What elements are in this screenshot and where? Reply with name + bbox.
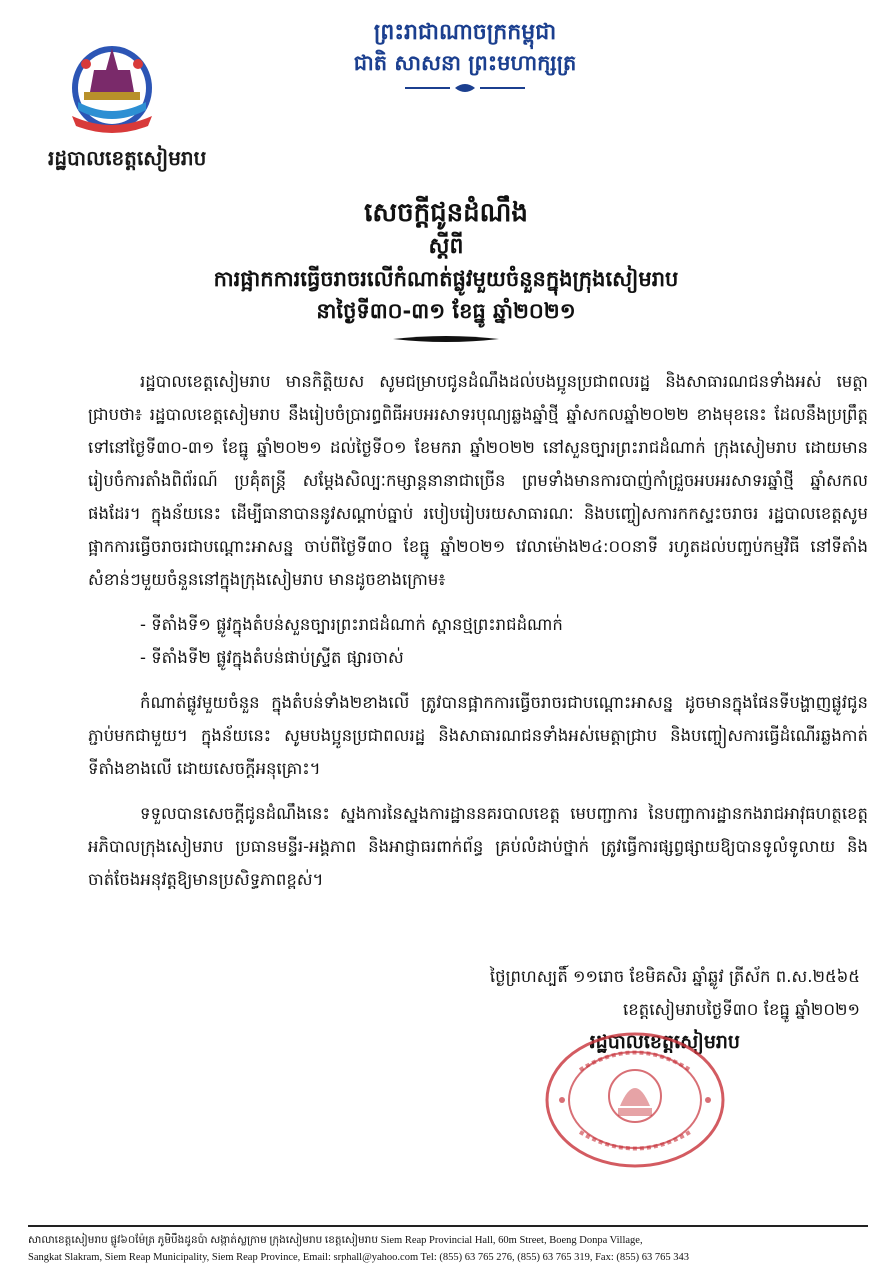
footer-address <box>28 1232 868 1266</box>
lunar-date: ថ្ងៃព្រហស្បតិ៍ ១១រោច ខែមិគសិរ ឆ្នាំឆ្លូវ ត្រីស័ក ព.ស.២៥៦៥ <box>489 967 860 986</box>
kingdom-header <box>300 18 630 96</box>
place-date: ខេត្តសៀមរាបថ្ងៃទី៣០ ខែធ្នូ ឆ្នាំ២០២១ <box>623 1000 860 1019</box>
kingdom-line1: ព្រះរាជាណាចក្រកម្ពុជា <box>373 20 557 45</box>
signing-department: រដ្ឋបាលខេត្តសៀមរាប <box>589 1031 740 1053</box>
logo-caption: រដ្ឋបាលខេត្តសៀមរាប <box>48 146 207 170</box>
notice-subject: ការផ្អាកការធ្វើចរាចរលើកំណាត់ផ្លូវមួយចំនួនក្នុងក្រុងសៀមរាប <box>213 267 679 291</box>
kingdom-line2: ជាតិ សាសនា ព្រះមហាក្សត្រ <box>353 51 577 75</box>
footer-line-1: សាលាខេត្តសៀមរាប ផ្លូវ៦០ម៉ែត្រ ភូមិបឹងដូនប៉ា សង្កាត់ស្លក្រាម ក្រុងសៀមរាប ខេត្តសៀមរាប Siem Reap Provincial Hall, 60m Street, Boeng Donpa Village, <box>28 1235 643 1246</box>
notice-date: នាថ្ងៃទី៣០-៣១ ខែធ្នូ ឆ្នាំ២០២១ <box>316 299 576 323</box>
notice-subject-label: ស្តីពី <box>428 234 464 259</box>
list-item: - ទីតាំងទី២ ផ្លូវក្នុងតំបន់ផាប់ស្ទ្រីត ផ្សារចាស់ <box>140 648 404 667</box>
provincial-emblem-logo <box>62 30 162 140</box>
title-divider-icon <box>391 335 501 343</box>
notice-title: សេចក្តីជូនដំណឹង <box>364 198 528 228</box>
footer-divider <box>28 1225 868 1227</box>
notice-body <box>88 365 868 908</box>
body-paragraph-3: ទទួលបានសេចក្តីជូនដំណឹងនេះ ស្នងការនៃស្នងការដ្ឋាននគរបាលខេត្ត មេបញ្ជាការ នៃបញ្ជាការដ្ឋានកងរាជអាវុធហត្ថខេត្ត អភិបាលក្រុងសៀមរាប ប្រធានមន្ទីរ-អង្គភាព និងអាជ្ញាធរពាក់ព័ន្ធ គ្រប់លំដាប់ថ្នាក់ ត្រូវធ្វើការផ្សព្វផ្សាយឱ្យបានទូលំទូលាយ និងចាត់ចែងអនុវត្តឱ្យមានប្រសិទ្ធភាពខ្ពស់។ <box>88 804 868 889</box>
list-item: - ទីតាំងទី១ ផ្លូវក្នុងតំបន់សួនច្បារព្រះរាជដំណាក់ ស្ពានថ្មព្រះរាជដំណាក់ <box>140 615 563 634</box>
ornament-divider-icon <box>400 80 530 96</box>
notice-title-block <box>120 195 772 343</box>
body-paragraph-1: រដ្ឋបាលខេត្តសៀមរាប មានកិត្តិយស សូមជម្រាបជូនដំណឹងដល់បងប្អូនប្រជាពលរដ្ឋ និងសាធារណជនទាំងអស់ មេត្តាជ្រាបថា៖ រដ្ឋបាលខេត្តសៀមរាប នឹងរៀបចំប្រារព្ធពិធីអបអរសាទរបុណ្យឆ្លងឆ្នាំថ្មី ឆ្នាំសកលឆ្នាំ២០២២ ខាងមុខនេះ ដែលនឹងប្រព្រឹត្តទៅនៅថ្ងៃទី៣០-៣១ ខែធ្នូ ឆ្នាំ២០២១ ដល់ថ្ងៃទី០១ ខែមករា ឆ្នាំ២០២២ នៅសួនច្បារព្រះរាជដំណាក់ ក្រុងសៀមរាប ដោយមានរៀបចំការតាំងពិព័រណ៍ ប្រគុំតន្ត្រី សម្តែងសិល្បៈកម្សាន្តនានាជាច្រើន ព្រមទាំងមានការបាញ់កាំជ្រួចអបអរសាទរឆ្នាំថ្មី ឆ្នាំសកល ផងដែរ។ ក្នុងន័យនេះ ដើម្បីធានាបាននូវសណ្តាប់ធ្នាប់ របៀបរៀបរយសាធារណៈ និងបញ្ចៀសការកកស្ទះចរាចរ រដ្ឋបាលខេត្តសូមផ្អាកការធ្វើចរាចរជាបណ្តោះអាសន្ន ចាប់ពីថ្ងៃទី៣០ ខែធ្នូ ឆ្នាំ២០២១ វេលាម៉ោង២៤:០០នាទី រហូតដល់បញ្ចប់កម្មវិធី នៅទីតាំងសំខាន់ៗមួយចំនួននៅក្នុងក្រុងសៀមរាប មានដូចខាងក្រោម៖ <box>88 372 868 589</box>
body-paragraph-2: កំណាត់ផ្លូវមួយចំនួន ក្នុងតំបន់ទាំង២ខាងលើ ត្រូវបានផ្អាកការធ្វើចរាចរជាបណ្តោះអាសន្ន ដូចមានក្នុងផែនទីបង្ហាញផ្លូវជូនភ្ជាប់មកជាមួយ។ ក្នុងន័យនេះ សូមបងប្អូនប្រជាពលរដ្ឋ និងសាធារណជនទាំងអស់មេត្តាជ្រាប និងបញ្ចៀសការធ្វើដំណើរឆ្លងកាត់ទីតាំងខាងលើ ដោយសេចក្តីអនុគ្រោះ។ <box>88 693 868 778</box>
footer-line-2: Sangkat Slakram, Siem Reap Municipality, Siem Reap Province, Email: srphall@yahoo.com Tel: (855) 63 765 276, (855) 63 765 319, Fax: (855) 63 765 343 <box>28 1252 690 1263</box>
official-seal-stamp <box>540 1030 730 1170</box>
location-list <box>88 608 868 674</box>
logo-block <box>48 30 207 180</box>
